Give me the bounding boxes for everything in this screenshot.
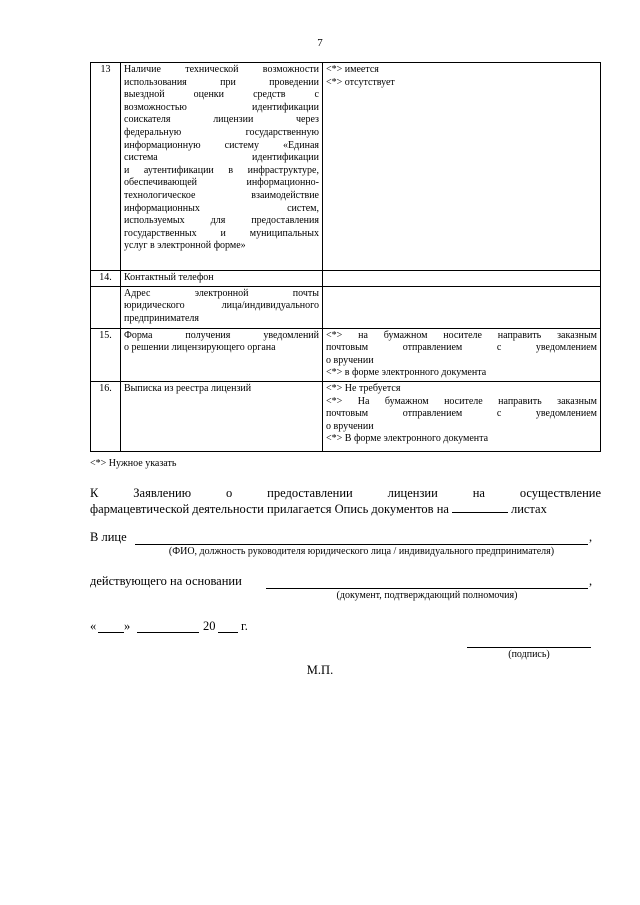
row-label-line: Наличие технической возможности — [124, 64, 319, 75]
row-label-line: используемых для предоставления — [124, 215, 319, 227]
row-number: 15. — [91, 328, 121, 381]
stamp-placeholder: М.П. — [306, 663, 334, 677]
row-value-line: о вручении — [326, 420, 374, 432]
row-label-line: Адрес электронной почты — [124, 287, 319, 299]
row-label-line: обеспечивающей информационно- — [124, 177, 319, 189]
signature-field[interactable] — [467, 647, 591, 648]
row-value-line: <*> на бумажном носителе направить заказным — [326, 329, 597, 341]
row-label-line: Контактный телефон — [124, 272, 214, 283]
row-number: 16. — [91, 381, 121, 451]
representative-name-field[interactable] — [135, 544, 588, 545]
row-label-line: информационную систему «Единая — [124, 139, 319, 151]
row-value[interactable] — [323, 328, 601, 381]
row-label-line: система идентификации — [124, 152, 319, 164]
page-number: 7 — [317, 37, 323, 49]
representative-label: В лице — [90, 530, 127, 544]
row-value[interactable] — [323, 63, 601, 271]
row-label-line: информационных систем, — [124, 202, 319, 214]
table-row — [91, 286, 601, 328]
table-row — [91, 381, 601, 451]
date-open-quote: « — [90, 619, 97, 633]
row-value[interactable] — [323, 381, 601, 451]
basis-label: действующего на основании — [90, 574, 242, 588]
attachment-line-1: К Заявлению о предоставлении лицензии на осуществление — [90, 486, 601, 500]
row-number — [91, 286, 121, 328]
row-label-line: соискателя лицензии через — [124, 114, 319, 126]
footnote: <*> Нужное указать — [90, 458, 177, 469]
row-value-line: почтовым отправлением с уведомлением — [326, 342, 597, 354]
table-row — [91, 63, 601, 271]
row-label — [121, 328, 323, 381]
representative-comma: , — [589, 530, 593, 544]
row-value-line: <*> отсутствует — [326, 76, 395, 88]
date-day-field[interactable] — [98, 632, 124, 633]
row-value-line: <*> В форме электронного документа — [326, 433, 489, 445]
row-label-line: Выписка из реестра лицензий — [124, 382, 252, 394]
date-year-prefix: 20 — [203, 619, 216, 633]
attachment-paragraph — [90, 485, 601, 517]
row-label-line: технологическое взаимодействие — [124, 189, 319, 201]
row-label-line: государственных и муниципальных — [124, 227, 319, 239]
row-value-line: почтовым отправлением с уведомлением — [326, 408, 597, 420]
row-label — [121, 271, 323, 287]
application-table — [90, 62, 601, 452]
row-number: 13 — [91, 63, 121, 271]
row-label-line: и аутентификации в инфраструктуре, — [124, 164, 319, 176]
row-label — [121, 63, 323, 271]
signature-caption: (подпись) — [508, 649, 550, 660]
row-value-line: <*> в форме электронного документа — [326, 367, 487, 379]
row-value[interactable] — [323, 286, 601, 328]
row-value[interactable] — [323, 271, 601, 287]
date-close-quote: » — [124, 619, 131, 633]
row-label-line: о решении лицензирующего органа — [124, 342, 276, 354]
table-row — [91, 271, 601, 287]
row-label — [121, 381, 323, 451]
attachment-line-2-end: листах — [510, 502, 547, 516]
row-label-line: использования при проведении — [124, 76, 319, 88]
basis-caption: (документ, подтверждающий полномочия) — [336, 590, 518, 601]
row-value-line: о вручении — [326, 354, 374, 366]
table-body — [91, 63, 601, 452]
row-label-line: Форма получения уведомлений — [124, 329, 319, 341]
row-label-line: федеральную государственную — [124, 126, 319, 138]
date-year-suffix: г. — [241, 619, 248, 633]
date-month-field[interactable] — [137, 632, 199, 633]
attachment-line-2-start: фармацевтической деятельности прилагается Опись документов на — [90, 502, 449, 516]
row-label — [121, 286, 323, 328]
row-label-line: юридического лица/индивидуального — [124, 300, 319, 312]
row-value-line: <*> На бумажном носителе направить заказным — [326, 395, 597, 407]
row-label-line: выездной оценки средств с — [124, 89, 319, 101]
row-label-line: предпринимателя — [124, 312, 199, 324]
row-label-line: возможностью идентификации — [124, 101, 319, 113]
basis-comma: , — [589, 574, 593, 588]
row-value-line: <*> имеется — [326, 64, 379, 75]
sheet-count-blank[interactable] — [452, 501, 508, 513]
row-value-line: <*> Не требуется — [326, 382, 401, 394]
basis-document-field[interactable] — [266, 588, 588, 589]
table-row — [91, 328, 601, 381]
row-label-line: услуг в электронной форме» — [124, 240, 246, 252]
attachment-line-2 — [90, 502, 547, 516]
row-number: 14. — [91, 271, 121, 287]
representative-caption: (ФИО, должность руководителя юридического лица / индивидуального предпринимателя) — [168, 546, 555, 557]
date-year-field[interactable] — [218, 632, 238, 633]
